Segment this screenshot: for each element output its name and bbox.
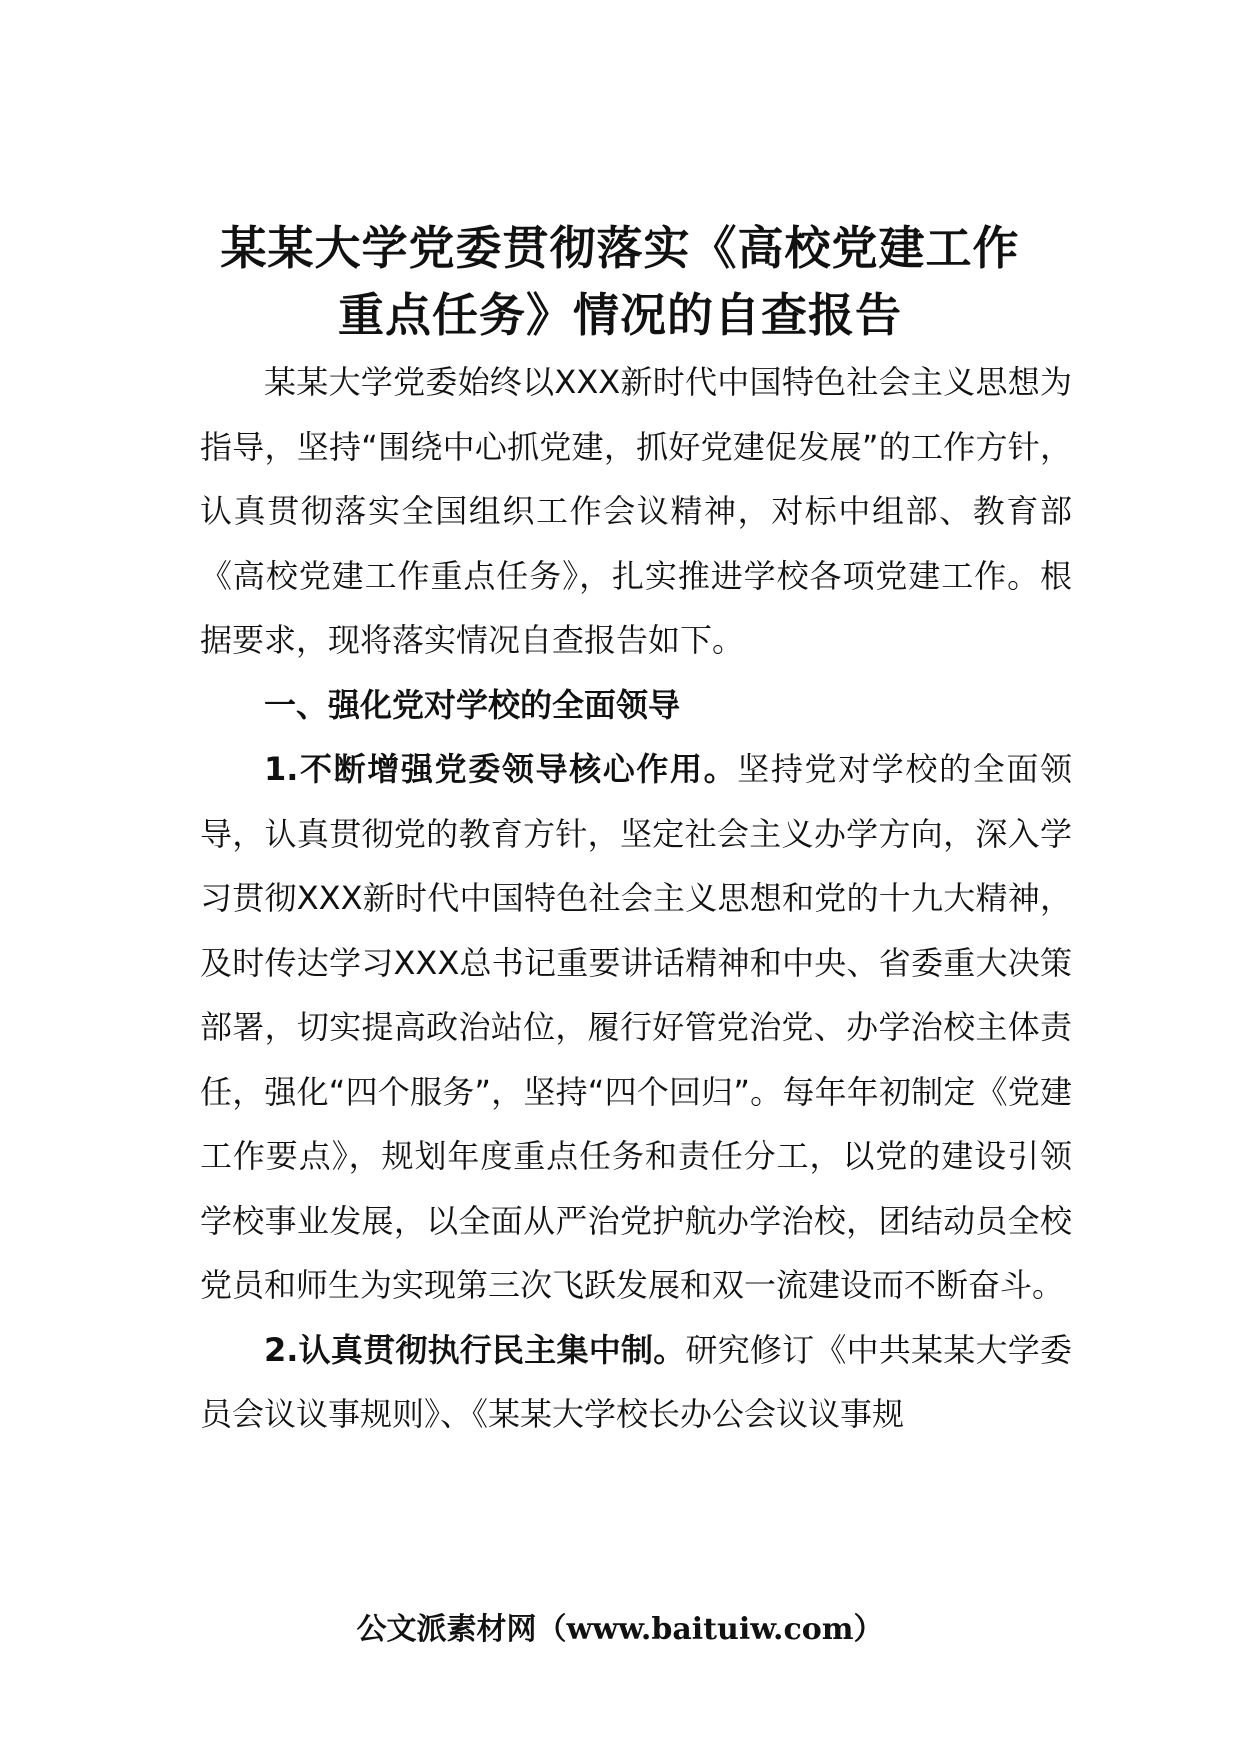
item-1-text: 坚持党对学校的全面领导，认真贯彻党的教育方针，坚定社会主义办学方向，深入学习贯彻XXX新时代中国特色社会主义思想和党的十九大精神，及时传达学习XXX总书记重要讲话精神和中央、省委重大决策部署，切实提高政治站位，履行好管党治党、办学治校主体责任，强化“四个服务”，坚持“四个回归”。每年年初制定《党建工作要点》，规划年度重点任务和责任分工，以党的建设引领学校事业发展，以全面从严治党护航办学治校，团结动员全校党员和师生为实现第三次飞跃发展和双一流建设而不断奋斗。 [200,750,1072,1304]
document-body [200,350,1072,1447]
section-1-heading: 一、强化党对学校的全面领导 [264,685,681,724]
footer-watermark: 公文派素材网（www.baituiw.com） [356,1612,884,1647]
intro-paragraph: 某某大学党委始终以XXX新时代中国特色社会主义思想为指导，坚持“围绕中心抓党建，抓好党建促发展”的工作方针，认真贯彻落实全国组织工作会议精神，对标中组部、教育部《高校党建工作重点任务》，扎实推进学校各项党建工作。根据要求，现将落实情况自查报告如下。 [200,363,1072,659]
item-2-paragraph [200,1318,1072,1447]
item-2-text: 研究修订《中共某某大学委员会议议事规则》、《某某大学校长办公会议议事规 [200,1330,1072,1433]
item-1-title: 1.不断增强党委领导核心作用。 [264,750,738,788]
item-2-title: 2.认真贯彻执行民主集中制。 [264,1330,686,1369]
document-title-line-2: 重点任务》情况的自查报告 [338,288,902,342]
document-title-line-1: 某某大学党委贯彻落实《高校党建工作 [220,221,1020,275]
item-1-paragraph [200,737,1072,1318]
